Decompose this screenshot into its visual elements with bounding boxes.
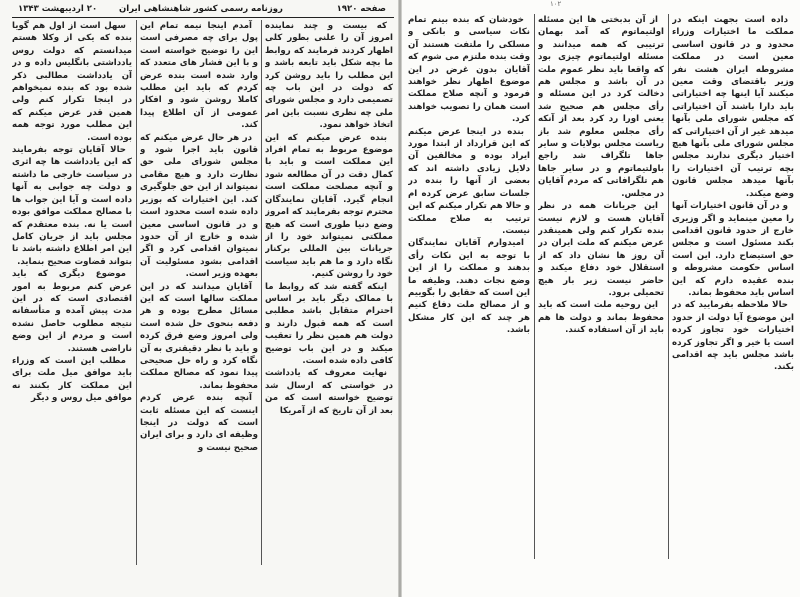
- paragraph: اینکه گفته شد که روابط ما با ممالک دیگر باید بر اساس احترام متقابل باشد مطلبی است که همه قبول دارند و دولت هم همین نظر را تعقیب میکند و در این باب توضیح کافی داده شده است.: [265, 281, 393, 366]
- paragraph: داده است بجهت اینکه در مملکت ما اختیارات وزراء محدود و در قانون اساسی معین است در مملکت مشروطه ایران هشت نفر وزیر باقتضای وقت معین میکنند آیا اینها چه اختیاراتی باید دارا باشند آن اختیاراتی که مجلس شورای ملی بآنها میدهد غیر از آن اختیاراتی که مجلس شورای ملی بآنها هیچ اختیار دیگری ندارند مجلس بچه ترتیب آن اختیارات را بآنها میدهد مجلس قانون وضع میکند.: [672, 15, 794, 199]
- text-column-right: [672, 14, 794, 559]
- paragraph: این جریانات همه در نظر آقایان هست و لازم نیست بنده تکرار کنم ولی همینقدر عرض میکنم که ملت ایران در آن روز ها نشان داد که از استقلال خود دفاع میکند و حاضر نیست زیر بار هیچ تحمیلی برود.: [538, 201, 664, 298]
- paragraph: بنده عرض میکنم که این موضوع مربوط به تمام افراد این مملکت است و باید با کمال دقت در آن مطالعه شود و آنچه مصلحت مملکت است انجام گیرد. آقایان نمایندگان محترم توجه بفرمایند که امروز وضع دنیا طوری است که هیچ مملکتی نمیتواند خود را از جریانات بین المللی برکنار نگاه دارد و ما هم باید سیاست خود را روشن کنیم.: [265, 132, 393, 280]
- page-gutter: [398, 0, 402, 597]
- paragraph: مطلب این است که وزراء باید موافق میل ملت برای این مملکت کار بکنند نه موافق میل روس و دیگر: [12, 355, 132, 404]
- page-number: صفحه ۱۹۲۰: [336, 4, 386, 14]
- header-rule: [12, 17, 394, 18]
- text-column-middle: [140, 20, 258, 565]
- paragraph: که بیست و چند نماینده امروز آن را علنی بطور کلی اظهار کردند فرمایند که روابط ما بچه شکل باید تابعه باشد و این مطلب را باید روشن کرد که دولت در این باب چه تصمیمی دارد و مجلس شورای ملی چه نظری نسبت باین امر اتخاذ خواهد نمود.: [265, 21, 393, 131]
- paragraph: سهل است از اول هم گویا بنده که یکی از وکلا هستم میدانستم که دولت روس یادداشتی بانگلیس داده و در آن یادداشت مطالبی ذکر شده بود که بنده نمیخواهم در اینجا تکرار کنم ولی همین قدر عرض میکنم که این مطلب مورد توجه همه بوده است.: [12, 21, 132, 143]
- paragraph: در هر حال عرض میکنم که قانون باید اجرا شود و مجلس شورای ملی حق نظارت دارد و هیچ مقامی نمیتواند از این حق جلوگیری کند. این اختیارات که بوزیر داده شده است محدود است و در قانون اساسی معین شده و خارج از آن حدود نمیتوان اقدامی کرد و اگر اقدامی بشود مسئولیت آن بعهده وزیر است.: [140, 132, 258, 280]
- paragraph: و در آن قانون اختیارات آنها را معین مینماید و اگر وزیری خارج از حدود قانون اقدامی بکند مسئول است و مجلس حق استیضاح دارد. این است اساس حکومت مشروطه و بنده عقیده دارم که این اساس باید محفوظ بماند.: [672, 201, 794, 298]
- text-column-left: [12, 20, 132, 565]
- paragraph: خودشان که بنده بینم تمام نکات سیاسی و بانکی و مسلکی را ملتفت هستند آن وقت بنده ملتزم می شوم که آقایان بدون غرض در این موضوع اظهار نظر خواهند فرمود و آنچه صلاح مملکت است همان را تصویب خواهند کرد.: [408, 15, 530, 125]
- paragraph: حالا آقایان توجه بفرمایند که این یادداشت ها چه اثری در سیاست خارجی ما داشته و دولت چه جوابی به آنها داده است و آیا این جواب ها با مصالح مملکت موافق بوده است یا نه. بنده معتقدم که مجلس باید از جریان کامل این امر اطلاع داشته باشد تا بتواند قضاوت صحیح بنماید.: [12, 145, 132, 267]
- page-header: [10, 3, 392, 17]
- issue-date: ۲۰ اردیبهشت ۱۳۴۳: [18, 4, 98, 14]
- column-divider: [136, 20, 137, 565]
- page-number: ۱۰۲: [550, 0, 562, 8]
- column-divider: [668, 14, 669, 559]
- paragraph: حالا ملاحظه بفرمایید که در این موضوع آیا دولت از حدود اختیارات خود تجاوز کرده است یا خیر و اگر تجاوز کرده باشد مجلس باید چه اقدامی بکند.: [672, 300, 794, 373]
- text-column-left: [408, 14, 530, 559]
- paragraph: نهایت معروف که یادداشت در خواستی که ارسال شد توضیح خواسته است که من بعد از آن تاریخ که از آمریکا: [265, 368, 393, 416]
- paragraph: آنچه بنده عرض کردم اینست که این مسئله ثابت است که دولت در اینجا وظیفه ای دارد و برای ایران صحیح نیست و: [140, 393, 258, 453]
- paragraph: از آن بدبختی ها این مسئله اولتیماتوم که آمد بهمان ترتیبی که همه میدانند و مسئله اولتیماتوم چیزی بود که واقعا باید نظر عموم ملت در آن باشد و مجلس هم دخالت کرد در این مسئله و رأی مجلس هم صحیح شد یعنی اورا رد کرد بعد از آنکه رأی مجلس معلوم شد باز ریاست مجلس بولایات و سایر جاها تلگراف شد راجع باولتیماتوم و در سایر جاها هم تلگرافاتی که مردم آقایان در مجلس.: [538, 15, 664, 199]
- text-column-right: [265, 20, 393, 565]
- column-divider: [534, 14, 535, 559]
- paragraph: امیدوارم آقایان نمایندگان با توجه به این نکات رأی بدهند و مملکت را از این وضع نجات دهند. وظیفه ما این است که حقایق را بگوییم و از مصالح ملت دفاع کنیم هر چند که این کار مشکل باشد.: [408, 238, 530, 336]
- paragraph: آمدم اینجا نیمه تمام این پول برای چه مصرفی است این را توضیح خواسته است و با این فشار های متعدد که وارد شده است بنده عرض کردم که باید این مطلب کاملا روشن شود و افکار عمومی از آن اطلاع پیدا کند.: [140, 21, 258, 131]
- paragraph: بنده در اینجا عرض میکنم که این قرارداد از ابتدا مورد ایراد بوده و مخالفین آن دلایل زیادی داشته اند که بعضی از آنها را بنده در جلسات سابق عرض کرده ام و حالا هم تکرار میکنم که این ترتیب به صلاح مملکت نیست.: [408, 126, 530, 236]
- text-column-middle: [538, 14, 664, 559]
- paragraph: این روحیه ملت است که باید محفوظ بماند و دولت ها هم باید از آن استفاده کنند.: [538, 300, 664, 336]
- paragraph: آقایان میدانند که در این مملکت سالها است که این مسائل مطرح بوده و هر دفعه بنحوی حل شده است ولی امروز وضع فرق کرده و باید با نظر دقیقتری به آن نگاه کرد و راه حل صحیحی پیدا نمود که مصالح مملکت محفوظ بماند.: [140, 281, 258, 391]
- newspaper-title: روزنامه رسمی کشور شاهنشاهی ایران: [119, 4, 283, 14]
- column-divider: [261, 20, 262, 565]
- paragraph: موضوع دیگری که باید عرض کنم مربوط به امور اقتصادی است که در این مدت پیش آمده و متأسفانه نتیجه مطلوب حاصل نشده است و مردم از این وضع ناراضی هستند.: [12, 269, 132, 354]
- right-newspaper-page: [400, 0, 800, 597]
